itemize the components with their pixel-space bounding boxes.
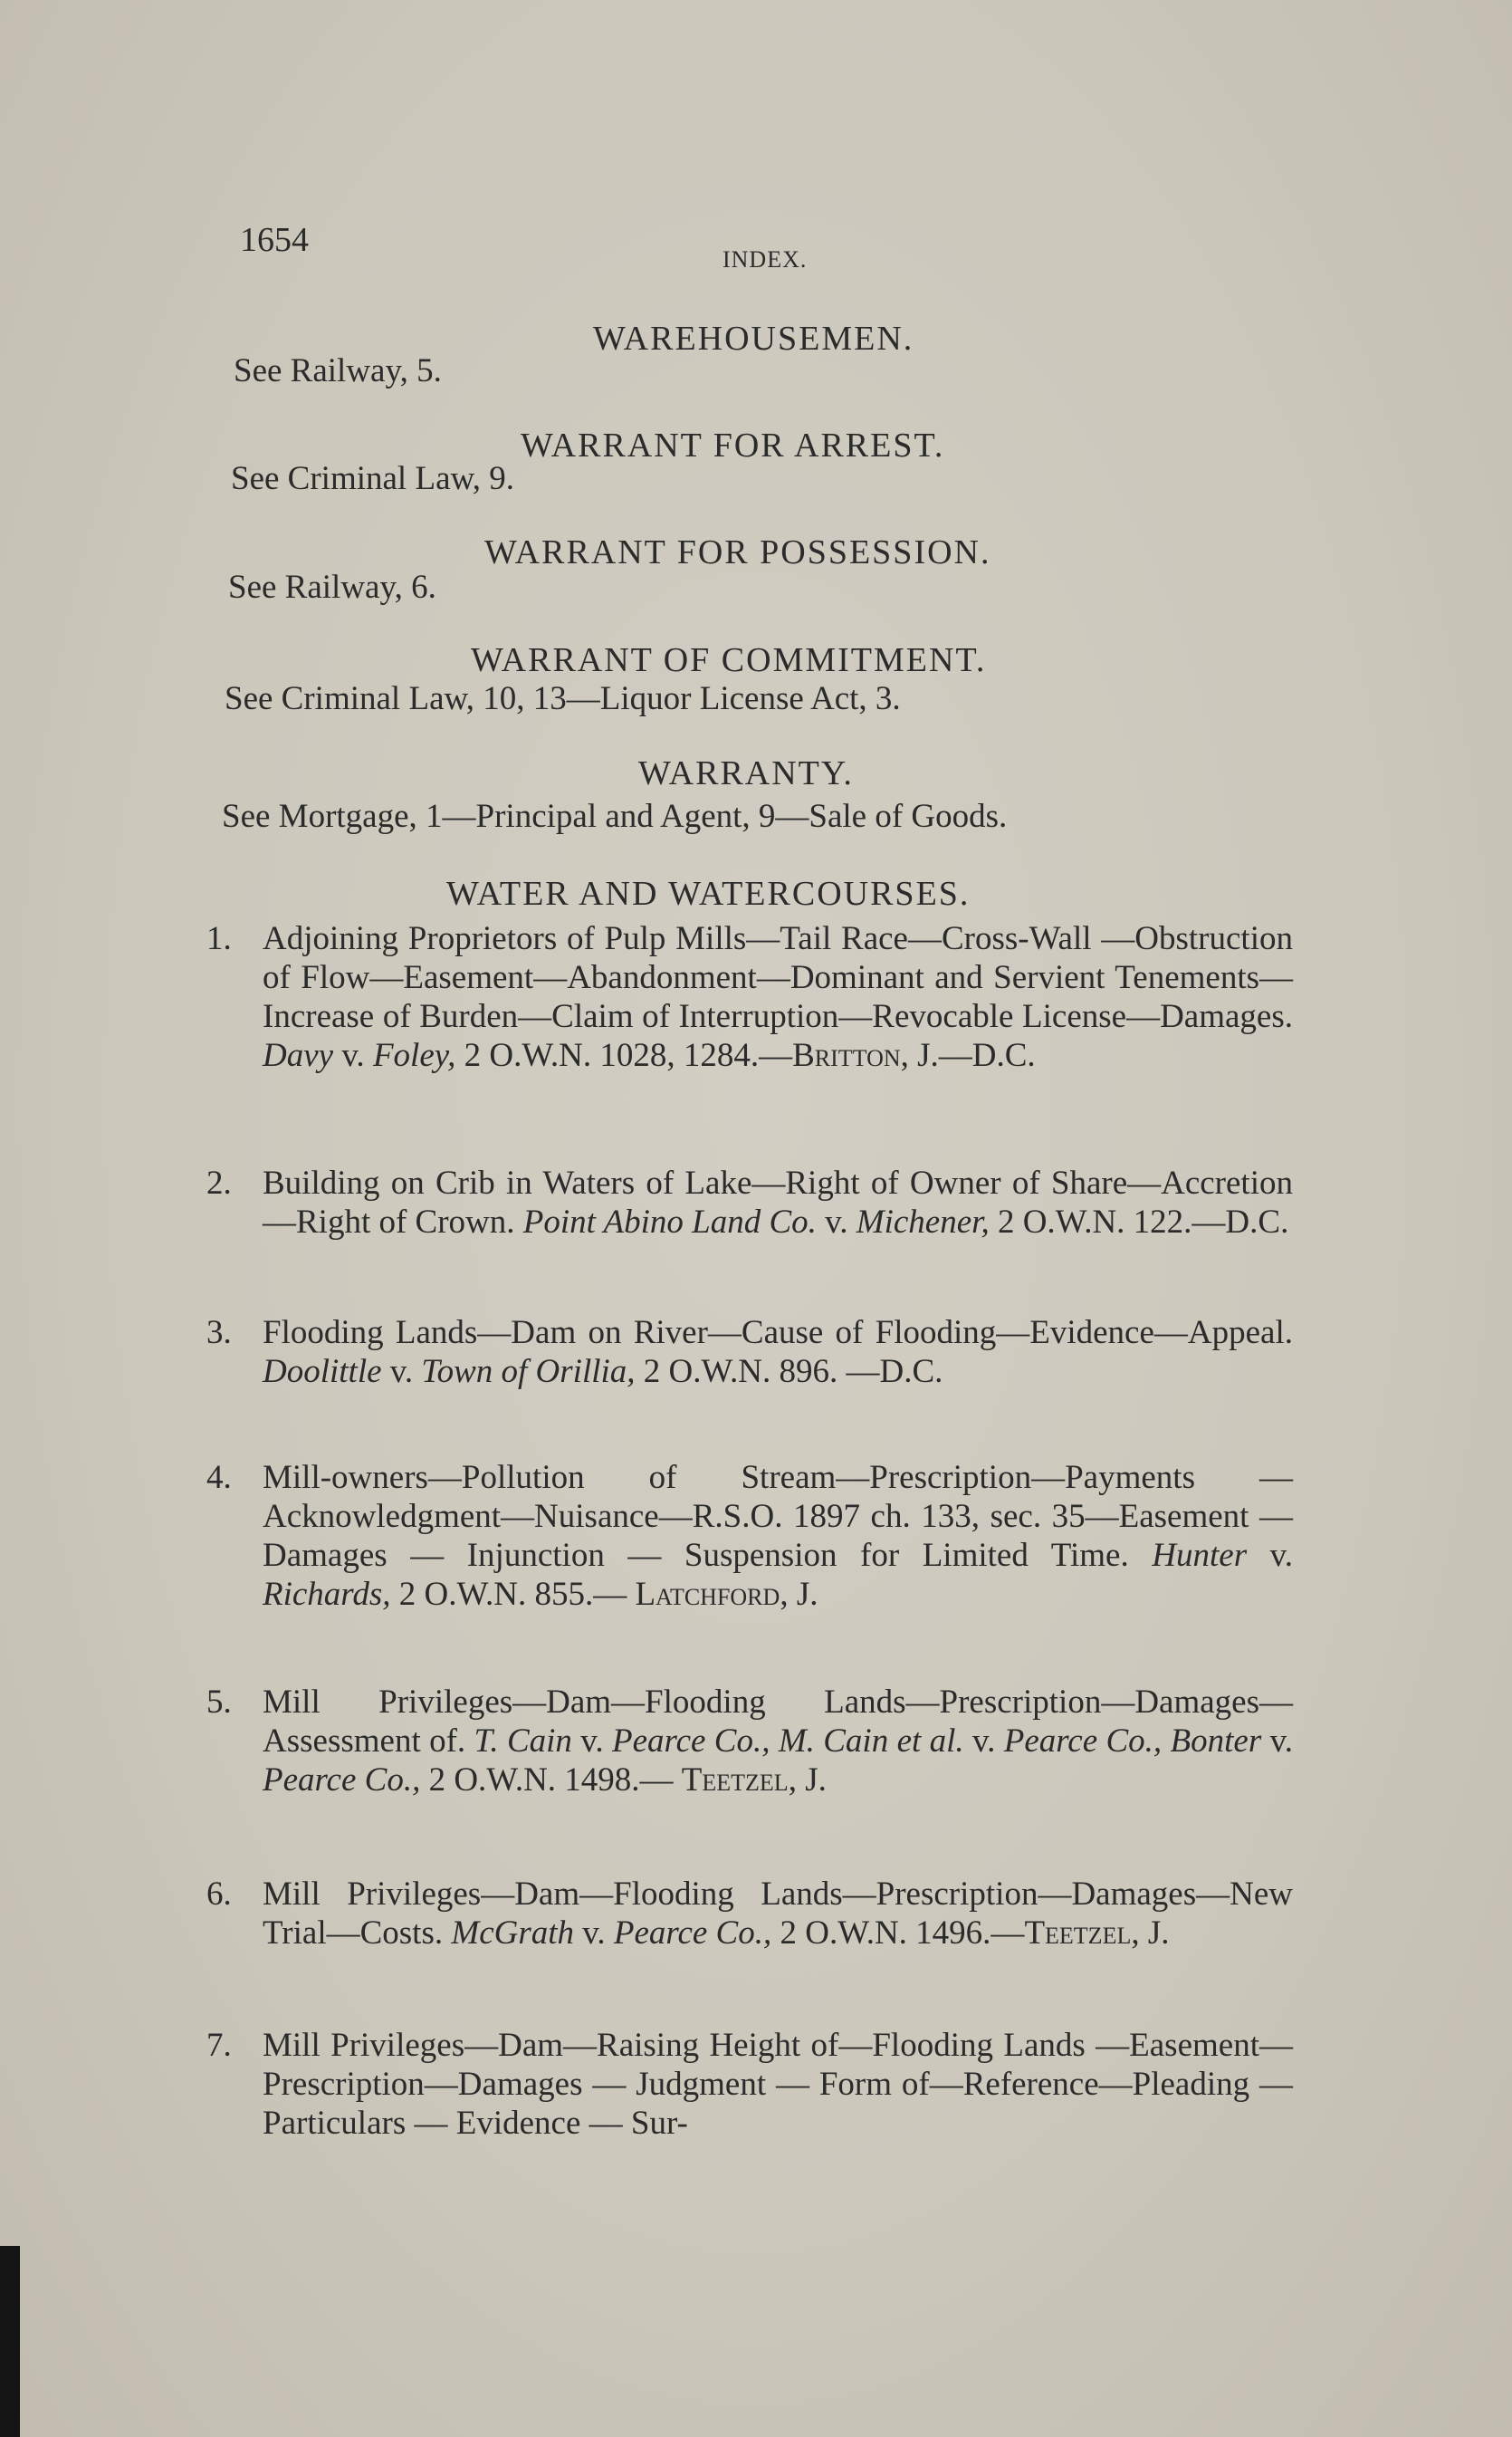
index-entry <box>206 1875 1293 1952</box>
see-reference-warrant-for-arrest: See Criminal Law, 9. <box>231 460 515 497</box>
entry-text: Building on Crib in Waters of Lake—Right of Owner of Share—Accretion—Right of Crown. <box>263 1165 1293 1241</box>
entry-text: Mill Privileges—Dam—Raising Height of—Flooding Lands —Easement—Prescription—Damages — Judgment — Form of—Reference—Pleading — Particulars — Evidence — Sur- <box>263 2027 1293 2142</box>
case-party: Pearce Co., <box>263 1761 421 1799</box>
versus: v. <box>816 1204 856 1241</box>
case-party: Davy <box>263 1037 334 1074</box>
page-number: 1654 <box>240 221 309 259</box>
case-party: Hunter <box>1152 1537 1248 1574</box>
versus: v. <box>381 1353 422 1390</box>
case-party: McGrath <box>451 1914 575 1952</box>
case-party: Point Abino Land Co. <box>522 1204 817 1241</box>
judge-name: Britton <box>792 1037 901 1074</box>
entry-text: Adjoining Proprietors of Pulp Mills—Tail Race—Cross-Wall —Obstruction of Flow—Easement—Abandonment—Dominant and Servient Tenements—Increase of Burden—Claim of Interruption—Revocable License—Damages. <box>263 920 1293 1035</box>
see-reference-warranty: See Mortgage, 1—Principal and Agent, 9—Sale of Goods. <box>222 798 1008 835</box>
case-party: Michener, <box>856 1204 990 1241</box>
section-heading-warrant-for-possession: WARRANT FOR POSSESSION. <box>484 533 991 571</box>
page-binding-edge <box>0 2246 20 2437</box>
index-entry <box>206 1458 1293 1614</box>
see-reference-warrant-of-commitment: See Criminal Law, 10, 13—Liquor License Act, 3. <box>225 680 901 717</box>
citation: 2 O.W.N. 1498.— <box>420 1761 682 1799</box>
section-heading-warrant-of-commitment: WARRANT OF COMMITMENT. <box>471 641 987 679</box>
versus: v. <box>333 1037 373 1074</box>
index-entry <box>206 919 1293 1075</box>
versus: v. <box>574 1914 614 1952</box>
section-heading-warranty: WARRANTY. <box>638 754 854 792</box>
running-head: INDEX. <box>723 246 808 273</box>
judge-name: Latchford <box>635 1576 780 1613</box>
see-reference-warrant-for-possession: See Railway, 6. <box>228 569 436 606</box>
citation: 2 O.W.N. 122.—D.C. <box>989 1204 1289 1241</box>
entry-text: Flooding Lands—Dam on River—Cause of Flooding—Evidence—Appeal. <box>263 1314 1293 1351</box>
index-entry <box>206 1313 1293 1391</box>
versus: v. <box>1261 1722 1293 1760</box>
case-party: T. Cain <box>474 1722 572 1760</box>
case-party: Richards, <box>263 1576 391 1613</box>
section-heading-warehousemen: WAREHOUSEMEN. <box>593 320 914 358</box>
entry-suffix: , J. <box>788 1761 827 1799</box>
entry-text: Mill Privileges—Dam—Flooding Lands—Prescription—Damages—New Trial—Costs. <box>263 1876 1293 1952</box>
citation: 2 O.W.N. 855.— <box>390 1576 636 1613</box>
versus: v. <box>571 1722 613 1760</box>
case-party: Pearce Co., Bonter <box>1003 1722 1262 1760</box>
citation: 2 O.W.N. 1496.— <box>771 1914 1025 1952</box>
section-heading-warrant-for-arrest: WARRANT FOR ARREST. <box>521 427 945 465</box>
see-reference-warehousemen: See Railway, 5. <box>234 352 442 389</box>
entry-number: 5. <box>206 1684 232 1721</box>
entry-number: 2. <box>206 1165 232 1202</box>
entry-number: 1. <box>206 920 232 957</box>
entry-suffix: , J.—D.C. <box>900 1037 1036 1074</box>
entry-number: 3. <box>206 1314 232 1351</box>
case-party: Town of Orillia, <box>421 1353 636 1390</box>
judge-name: Teetzel <box>681 1761 789 1799</box>
citation: 2 O.W.N. 1028, 1284.— <box>455 1037 793 1074</box>
case-party: Foley, <box>372 1037 456 1074</box>
citation: 2 O.W.N. 896. —D.C. <box>635 1353 943 1390</box>
entry-number: 6. <box>206 1876 232 1913</box>
index-entry <box>206 1164 1293 1242</box>
case-party: Doolittle <box>263 1353 382 1390</box>
entry-text: Mill Privileges—Dam—Flooding Lands—Prescription—Damages—Assessment of. <box>263 1684 1293 1760</box>
versus: v. <box>1247 1537 1293 1574</box>
case-party: Pearce Co., M. Cain et al. <box>612 1722 964 1760</box>
entry-number: 7. <box>206 2027 232 2064</box>
case-party: Pearce Co., <box>613 1914 772 1952</box>
judge-name: Teetzel <box>1024 1914 1132 1952</box>
entry-number: 4. <box>206 1459 232 1496</box>
entry-suffix: , J. <box>1131 1914 1170 1952</box>
index-entry <box>206 1683 1293 1799</box>
section-heading-water-and-watercourses: WATER AND WATERCOURSES. <box>446 875 971 913</box>
entry-text: Mill-owners—Pollution of Stream—Prescription—Payments —Acknowledgment—Nuisance—R.S.O. 1897 ch. 133, sec. 35—Easement — Damages — Injunction — Suspension for Limited Time. <box>263 1459 1293 1574</box>
entry-suffix: , J. <box>780 1576 818 1613</box>
index-entry <box>206 2026 1293 2143</box>
versus: v. <box>963 1722 1004 1760</box>
